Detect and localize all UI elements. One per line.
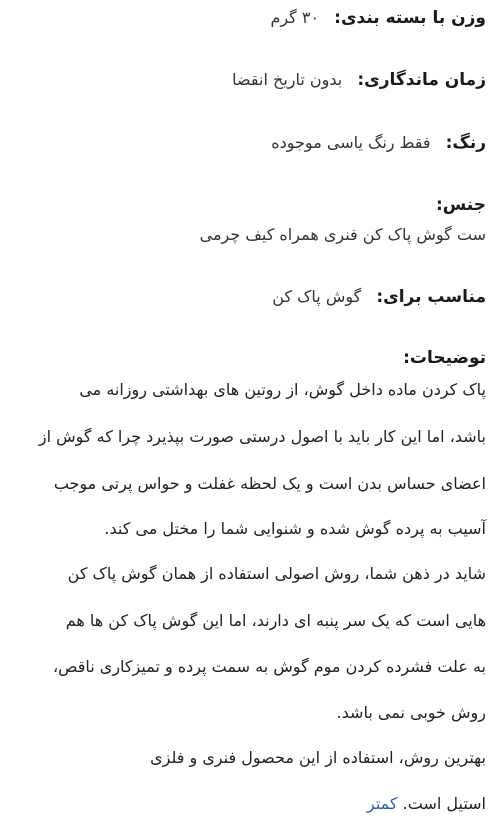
description-label: [14, 346, 486, 370]
spec-suitable-for: [14, 285, 486, 309]
spec-shelf-life-value: بدون تاریخ انقضا: [232, 70, 343, 89]
spec-shelf-life-label: زمان ماندگاری:: [357, 70, 486, 90]
spec-weight-label: وزن با بسته بندی:: [334, 8, 486, 28]
spec-material-value: ست گوش پاک کن فنری همراه کیف چرمی: [199, 225, 486, 244]
description-line: هایی است که یک سر پنبه ای دارند، اما این گوش پاک کن ها هم: [65, 611, 486, 630]
description-label-text: توضیحات:: [403, 348, 486, 368]
description-line: استیل است.: [402, 794, 486, 813]
description-line: روش خوبی نمی باشد.: [336, 703, 486, 722]
description-line: آسیب به پرده گوش شده و شنوایی شما را مختل می کند.: [104, 519, 486, 538]
description-last-line: [14, 792, 486, 816]
spec-suitable-for-value: گوش پاک کن: [272, 287, 362, 306]
spec-material: [14, 193, 486, 217]
spec-weight: [14, 6, 486, 30]
description-line: بهترین روش، استفاده از این محصول فنری و فلزی: [150, 748, 486, 767]
description-line: اعضای حساس بدن است و یک لحظه غفلت و حواس پرتی موجب: [53, 474, 486, 493]
spec-weight-value: ۳۰ گرم: [270, 8, 320, 27]
spec-suitable-for-label: مناسب برای:: [376, 287, 486, 307]
description-line: پاک کردن ماده داخل گوش، از روتین های بهداشتی روزانه می: [79, 380, 486, 399]
spec-color-label: رنگ:: [445, 133, 486, 153]
description-line: به علت فشرده کردن موم گوش به سمت پرده و تمیزکاری ناقص،: [52, 657, 486, 676]
spec-shelf-life: [14, 68, 486, 92]
description-line: شاید در ذهن شما، روش اصولی استفاده از همان گوش پاک کن: [67, 564, 486, 583]
description-line: باشد، اما این کار باید با اصول درستی صورت بپذیرد چرا که گوش از: [38, 427, 486, 446]
spec-color: [14, 131, 486, 155]
show-less-link[interactable]: کمتر: [367, 794, 398, 813]
spec-material-label: جنس:: [435, 195, 486, 215]
spec-color-value: فقط رنگ یاسی موجوده: [271, 133, 431, 152]
